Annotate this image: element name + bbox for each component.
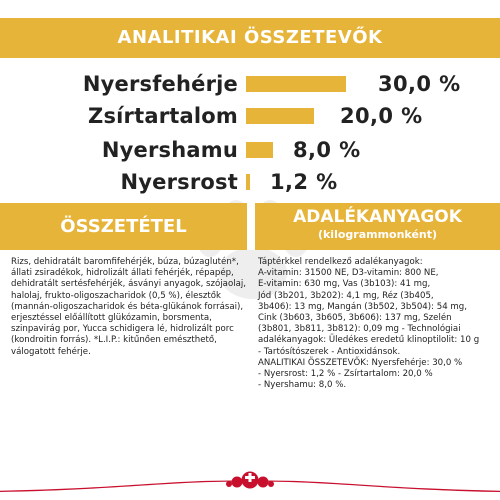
analytic-label: Nyersfehérje <box>82 72 238 96</box>
royal-canin-crown-logo <box>225 467 275 489</box>
analytic-bar <box>246 142 273 158</box>
additives-line: ANALITIKAI ÖSSZETEVŐK: Nyersfehérje: 30,0 % <box>258 357 463 368</box>
additives-line: - Nyersrost: 1,2 % - Zsírtartalom: 20,0 % <box>258 369 433 380</box>
additives-line: - Nyershamu: 8,0 %. <box>258 380 347 391</box>
analytic-row-protein <box>0 69 500 99</box>
additives-line: A-vitamin: 31500 NE, D3-vitamin: 800 NE, <box>258 268 439 279</box>
additives-text <box>258 257 494 391</box>
section-divider <box>247 203 255 250</box>
page-title: ANALITIKAI ÖSSZETEVŐK <box>117 27 383 48</box>
additives-line: E-vitamin: 630 mg, Vas (3b103): 41 mg, <box>258 279 431 290</box>
additives-heading-block <box>255 206 500 242</box>
additives-line: Cink (3b603, 3b605, 3b606): 137 mg, Szelén <box>258 313 452 324</box>
additives-heading: ADALÉKANYAGOK <box>293 207 462 227</box>
additives-line: Táptérkkel rendelkező adalékanyagok: <box>258 257 423 267</box>
analytic-row-fat <box>0 101 500 131</box>
analytic-value: 8,0 % <box>293 138 361 162</box>
analytic-label: Nyershamu <box>101 138 238 162</box>
analytic-value: 20,0 % <box>340 104 423 128</box>
analytic-value: 1,2 % <box>270 170 338 194</box>
additives-line: adalékanyagok: Üledékes eredetű klinoptilolit: 10 g <box>258 335 480 346</box>
additives-line: 3b406): 13 mg, Mangán (3b502, 3b504): 54 mg, <box>258 301 467 312</box>
analytic-value: 30,0 % <box>378 72 461 96</box>
additives-line: Jód (3b201, 3b202): 4,1 mg, Réz (3b405, <box>258 290 434 301</box>
analytic-bar <box>246 108 314 124</box>
analytic-label: Zsírtartalom <box>88 104 238 128</box>
additives-subheading: (kilogrammonként) <box>317 228 438 241</box>
analytic-bar <box>246 76 346 92</box>
additives-line: - Tartósítószerek - Antioxidánsok. <box>258 346 401 357</box>
composition-text: Rizs, dehidratált baromfifehérjék, búza, búzaglutén*, állati zsiradékok, hidrolizált állati fehérjék, répapép, dehidratált sertésfehérjék, ásványi anyagok, szójaolaj, halolaj, frukto-oligoszacharidok (0,5 %), élesztők (mannán-oligoszacharidok és béta-glükánok forrásai), erjesztéssel előállított glükózamin, borsmenta, szinpavirág por, Yucca schidigera lé, hidrolizált porc (kondroitin forrás). *L.I.P.: kitűnően emészthető, válogatott fehérje. <box>11 257 246 357</box>
composition-heading: ÖSSZETÉTEL <box>60 216 187 237</box>
analytic-label: Nyersrost <box>120 170 238 194</box>
additives-line: (3b801, 3b811, 3b812): 0,09 mg - Technológiai <box>258 324 461 335</box>
analytic-row-ash <box>0 135 500 165</box>
